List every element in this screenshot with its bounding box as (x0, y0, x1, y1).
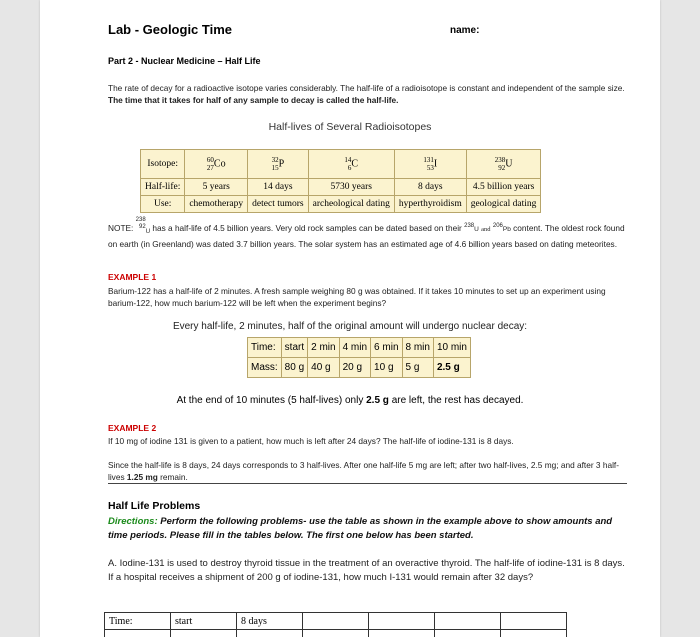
decay-mass-cell: 40 g (308, 358, 339, 378)
answer-cell[interactable] (501, 613, 567, 630)
use-cell: hyperthyroidism (394, 196, 466, 213)
decay-time-label: Time: (248, 338, 282, 358)
isotope-cell: 32 15 P (248, 150, 308, 179)
answer-cell[interactable] (237, 630, 303, 637)
half-life-cell: 14 days (248, 179, 308, 196)
answer-cell[interactable] (303, 630, 369, 637)
answer-cell[interactable] (369, 613, 435, 630)
decay-mass-cell: 2.5 g (433, 358, 470, 378)
problem-a-table (104, 612, 567, 637)
intro-paragraph: The rate of decay for a radioactive isotope varies considerably. The half-life of a radioisotope is constant and independent of the sample size. The time that it takes for half of any sample to decay is called the half-life. (108, 83, 625, 105)
isotope-table-title: Half-lives of Several Radioisotopes (268, 121, 432, 133)
answer-cell[interactable] (435, 630, 501, 637)
note-paragraph: NOTE: 238 92 $_U$ has a half-life of 4.5 billion years. Very old rock samples can be dated based on their $^{238}$U and $^{206}$Pb content. The oldest rock found on earth (in Greenland) was dated 3.7 billion years. The solar system has an estimated age of 4.6 billion years based on dating meteorites. (108, 217, 625, 249)
half-life-cell: 5730 years (308, 179, 394, 196)
use-cell: geological dating (466, 196, 541, 213)
decay-time-cell: 6 min (371, 338, 402, 358)
answer-cell[interactable] (501, 630, 567, 637)
part-title: Part 2 - Nuclear Medicine – Half Life (108, 56, 261, 66)
half-life-cell: 5 years (185, 179, 248, 196)
isotope-cell: 131 53 I (394, 150, 466, 179)
row-label-half-life: Half-life: (141, 179, 185, 196)
example-2-label: EXAMPLE 2 (108, 423, 157, 433)
example-1-label: EXAMPLE 1 (108, 272, 157, 282)
answer-cell[interactable] (435, 613, 501, 630)
example-2-solution: Since the half-life is 8 days, 24 days corresponds to 3 half-lives. After one half-life 5 mg are left; after two half-lives, 2.5 mg; and after 3 half-lives 1.25 mg remain. (108, 460, 619, 482)
document-page (40, 0, 660, 637)
example-1-text: Barium-122 has a half-life of 2 minutes. A fresh sample weighing 80 g was obtained. If it takes 10 minutes to set up an experiment using barium-122, how much barium-122 will be left when the experiment begins? (108, 286, 606, 308)
answer-cell[interactable]: 8 days (237, 613, 303, 630)
answer-cell: start (171, 613, 237, 630)
divider (108, 483, 627, 484)
example-2-text: If 10 mg of iodine 131 is given to a patient, how much is left after 24 days? The half-life of iodine-131 is 8 days. (108, 436, 514, 446)
decay-mass-cell: 20 g (339, 358, 370, 378)
isotope-cell: 60 27 Co (185, 150, 248, 179)
row-label-use: Use: (141, 196, 185, 213)
use-cell: detect tumors (248, 196, 308, 213)
document-title: Lab - Geologic Time (108, 22, 233, 37)
isotope-table (140, 149, 541, 213)
row-label-isotope: Isotope: (141, 150, 185, 179)
half-life-cell: 8 days (394, 179, 466, 196)
answer-cell[interactable] (303, 613, 369, 630)
decay-time-cell: start (281, 338, 307, 358)
example-1-conclusion: At the end of 10 minutes (5 half-lives) only 2.5 g are left, the rest has decayed. (176, 395, 524, 406)
use-cell: chemotherapy (185, 196, 248, 213)
decay-time-cell: 10 min (433, 338, 470, 358)
decay-time-cell: 2 min (308, 338, 339, 358)
problem-a-text: A. Iodine-131 is used to destroy thyroid tissue in the treatment of an overactive thyroid. The half-life of iodine-131 is 8 days. If a hospital receives a shipment of 200 g of iodine-131, how much I-131 would remain after 32 days? (108, 558, 625, 583)
answer-cell[interactable] (369, 630, 435, 637)
answer-cell[interactable] (105, 630, 171, 637)
use-cell: archeological dating (308, 196, 394, 213)
example-1-every: Every half-life, 2 minutes, half of the original amount will undergo nuclear decay: (172, 321, 528, 332)
decay-time-cell: 8 min (402, 338, 433, 358)
isotope-cell: 14 6 C (308, 150, 394, 179)
decay-time-cell: 4 min (339, 338, 370, 358)
decay-mass-label: Mass: (248, 358, 282, 378)
answer-time-label: Time: (105, 613, 171, 630)
decay-mass-cell: 5 g (402, 358, 433, 378)
directions-text: Directions: Perform the following problems- use the table as shown in the example above to show amounts and time periods. Please fill in the tables below. The first one below has been started. (108, 516, 613, 541)
decay-table (247, 337, 471, 378)
answer-cell[interactable] (171, 630, 237, 637)
name-label: name: (450, 25, 480, 36)
decay-mass-cell: 80 g (281, 358, 307, 378)
isotope-cell: 238 92 U (466, 150, 541, 179)
decay-mass-cell: 10 g (371, 358, 402, 378)
problems-heading: Half Life Problems (108, 500, 201, 512)
half-life-cell: 4.5 billion years (466, 179, 541, 196)
